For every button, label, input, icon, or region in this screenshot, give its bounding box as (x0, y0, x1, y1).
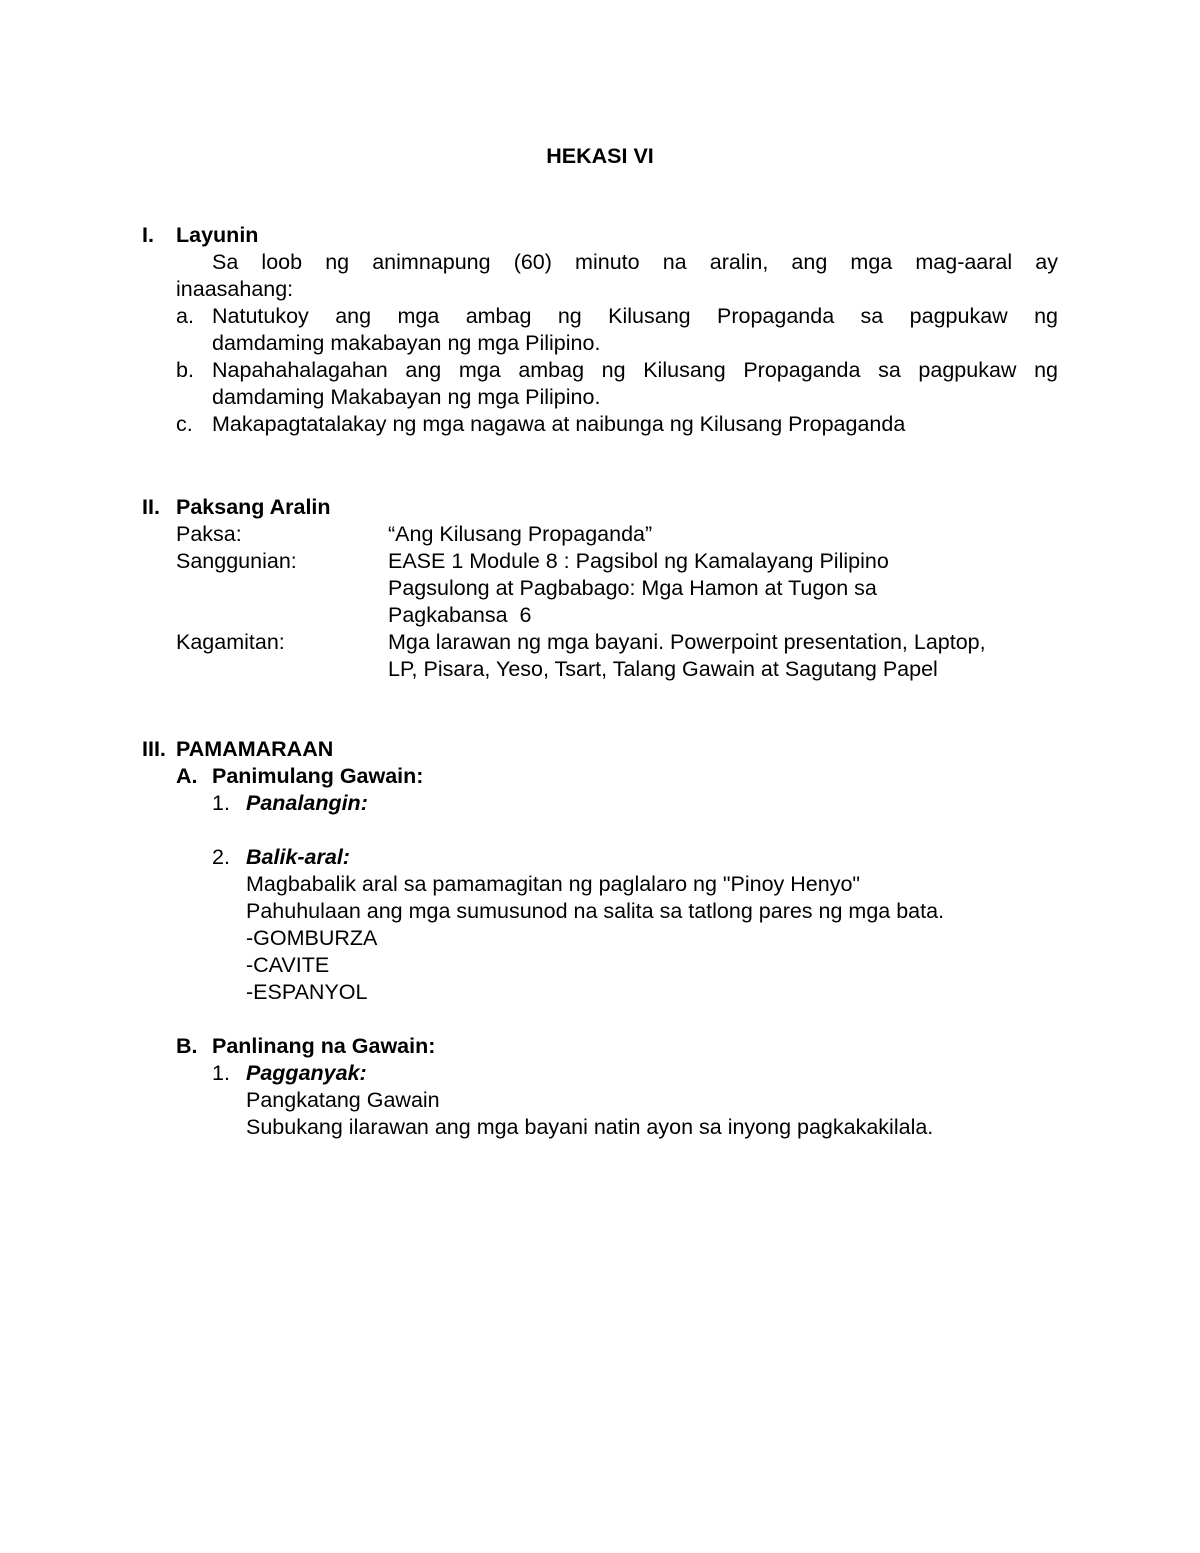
section-layunin (142, 222, 1058, 438)
step-text: Pahuhulaan ang mga sumusunod na salita sa tatlong pares ng mga bata. (246, 899, 945, 923)
objective-line: damdaming makabayan ng mga Pilipino. (212, 331, 601, 355)
objective-line: damdaming Makabayan ng mga Pilipino. (212, 385, 601, 409)
section-number: II. (142, 495, 160, 519)
field-value: Pagsulong at Pagbabago: Mga Hamon at Tugon sa (388, 576, 877, 600)
field-value: “Ang Kilusang Propaganda” (388, 522, 653, 546)
section-paksang-aralin (142, 494, 1058, 683)
step-text: Subukang ilarawan ang mga bayani natin ayon sa inyong pagkakakilala. (246, 1115, 934, 1139)
section-heading: Layunin (176, 223, 259, 247)
objective-line: Natutukoy ang mga ambag ng Kilusang Propaganda sa pagpukaw ng (212, 304, 1058, 328)
intro-line: Sa loob ng animnapung (60) minuto na aralin, ang mga mag-aaral ay (212, 250, 1058, 274)
subsection-marker: A. (176, 764, 198, 788)
field-label: Kagamitan: (176, 630, 285, 654)
step-text: -ESPANYOL (246, 980, 368, 1004)
section-heading: Paksang Aralin (176, 495, 331, 519)
step-text: -GOMBURZA (246, 926, 378, 950)
step-title: Panalangin: (246, 791, 368, 815)
field-label: Sanggunian: (176, 549, 297, 573)
step-number: 2. (212, 845, 230, 869)
section-number: III. (142, 737, 166, 761)
list-marker: b. (176, 358, 194, 382)
subsection-heading: Panlinang na Gawain: (212, 1034, 436, 1058)
field-value: LP, Pisara, Yeso, Tsart, Talang Gawain at Sagutang Papel (388, 657, 938, 681)
objective-line: Makapagtatalakay ng mga nagawa at naibunga ng Kilusang Propaganda (212, 412, 906, 436)
field-value: EASE 1 Module 8 : Pagsibol ng Kamalayang Pilipino (388, 549, 889, 573)
objective-line: Napahahalagahan ang mga ambag ng Kilusang Propaganda sa pagpukaw ng (212, 358, 1058, 382)
section-pamamaraan (142, 736, 1058, 1141)
step-text: -CAVITE (246, 953, 330, 977)
field-value: Pagkabansa 6 (388, 603, 532, 627)
step-title: Balik-aral: (246, 845, 350, 869)
step-text: Pangkatang Gawain (246, 1088, 440, 1112)
list-marker: c. (176, 412, 193, 436)
subsection-marker: B. (176, 1034, 198, 1058)
step-number: 1. (212, 1061, 230, 1085)
list-marker: a. (176, 304, 194, 328)
field-value: Mga larawan ng mga bayani. Powerpoint presentation, Laptop, (388, 630, 986, 654)
step-number: 1. (212, 791, 230, 815)
field-label: Paksa: (176, 522, 242, 546)
subsection-heading: Panimulang Gawain: (212, 764, 424, 788)
step-text: Magbabalik aral sa pamamagitan ng paglalaro ng "Pinoy Henyo" (246, 872, 861, 896)
step-title: Pagganyak: (246, 1061, 367, 1085)
intro-line: inaasahang: (176, 277, 294, 301)
section-number: I. (142, 223, 154, 247)
section-heading: PAMAMARAAN (176, 737, 334, 761)
document-title: HEKASI VI (546, 144, 654, 168)
